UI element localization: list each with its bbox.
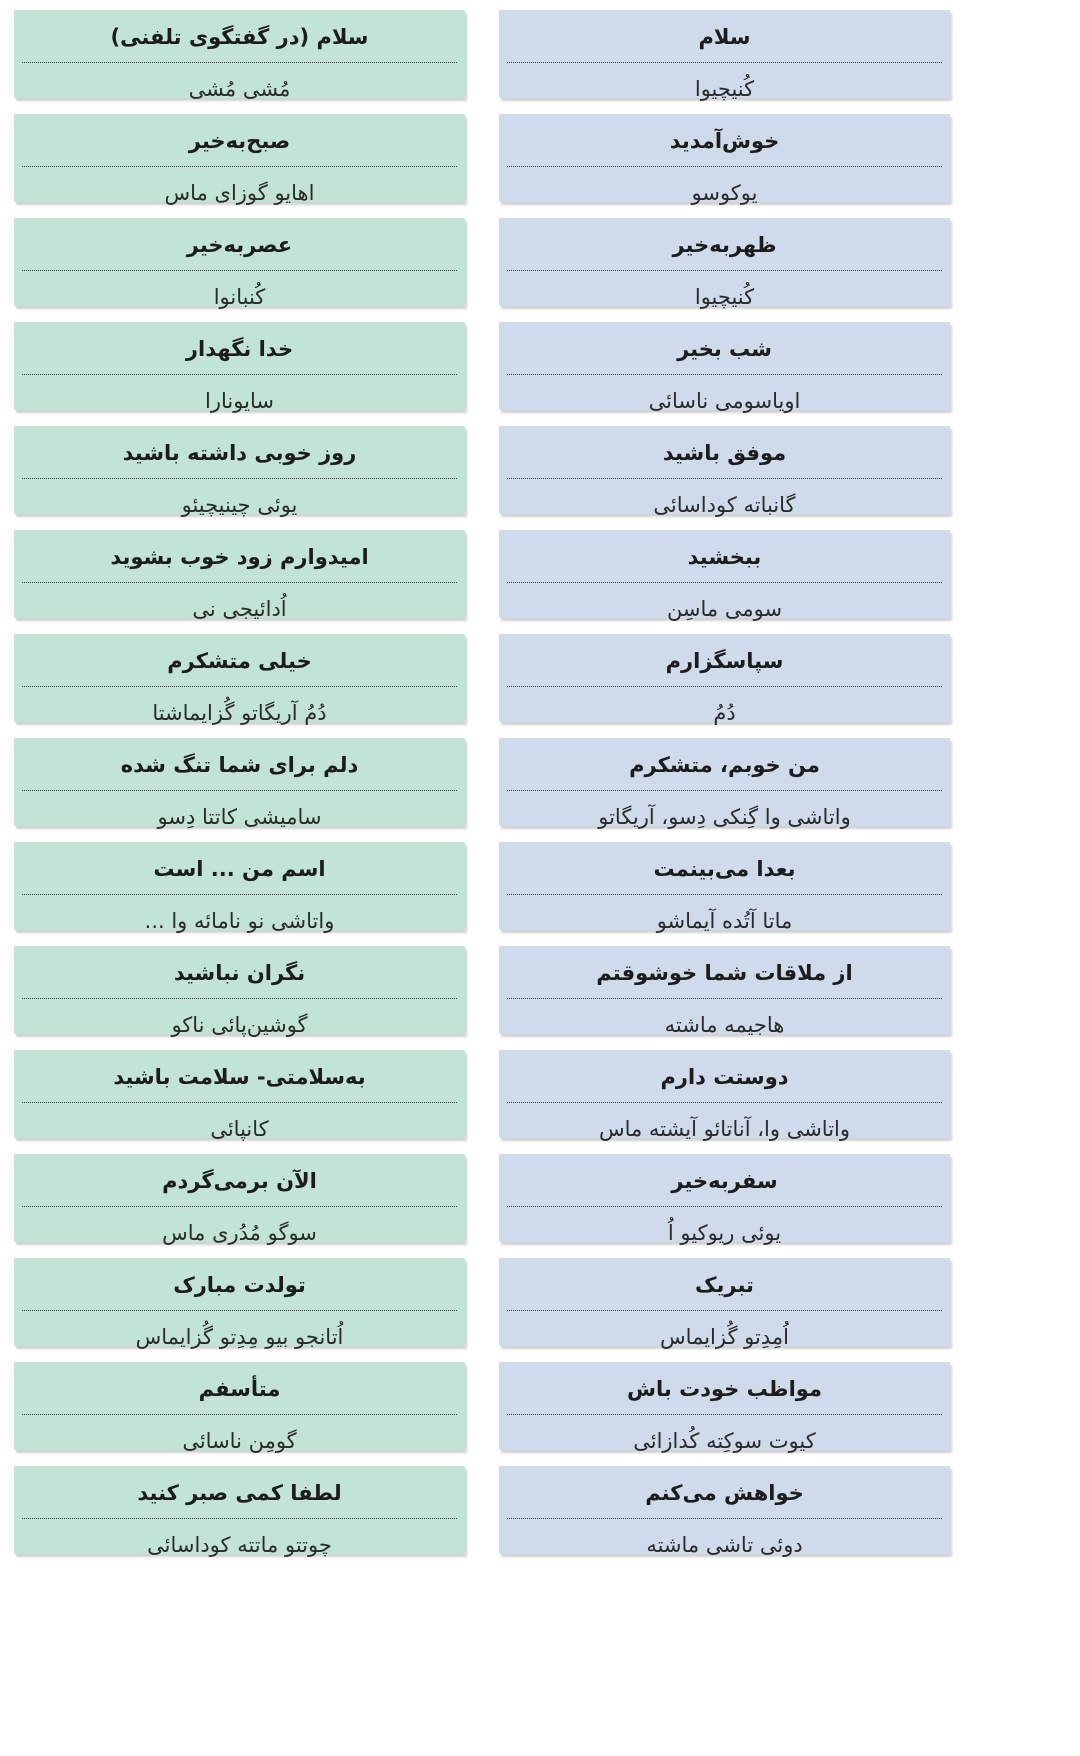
- phrase-card-left: [14, 1362, 465, 1453]
- persian-phrase: امیدوارم زود خوب بشوید: [110, 545, 369, 569]
- phrase-card-left: [14, 10, 465, 101]
- japanese-transliteration: سومی ماسِن: [666, 597, 783, 621]
- dotted-divider: [22, 374, 457, 375]
- persian-phrase: شب بخیر: [677, 337, 772, 361]
- persian-phrase: عصربه‌خیر: [186, 233, 293, 257]
- dotted-divider: [507, 894, 942, 895]
- japanese-transliteration: اُدائیجی نی: [192, 597, 287, 621]
- dotted-divider: [22, 686, 457, 687]
- japanese-transliteration: گانباته کوداسائی: [653, 493, 796, 517]
- dotted-divider: [507, 62, 942, 63]
- japanese-transliteration: دُمُ آریگاتو گُزایماشتا: [152, 701, 327, 725]
- dotted-divider: [507, 270, 942, 271]
- japanese-transliteration: کیوت سوکِته کُدازائی: [633, 1429, 816, 1453]
- phrase-card-right: [499, 426, 950, 517]
- phrase-card-right: [499, 946, 950, 1037]
- phrase-card-left: [14, 114, 465, 205]
- persian-phrase: الآن برمی‌گردم: [162, 1169, 317, 1193]
- persian-phrase: تبریک: [695, 1273, 754, 1297]
- phrase-card-right: [499, 1466, 950, 1557]
- dotted-divider: [507, 998, 942, 999]
- phrase-card-left: [14, 530, 465, 621]
- phrase-card-left: [14, 218, 465, 309]
- persian-phrase: صبح‌به‌خیر: [188, 129, 291, 153]
- persian-phrase: تولدت مبارک: [173, 1273, 306, 1297]
- persian-phrase: متأسفم: [198, 1377, 281, 1401]
- japanese-transliteration: ماتا آتُده آیماشو: [656, 909, 793, 933]
- dotted-divider: [507, 686, 942, 687]
- persian-phrase: دوستت دارم: [660, 1065, 789, 1089]
- dotted-divider: [507, 374, 942, 375]
- dotted-divider: [22, 1206, 457, 1207]
- phrase-card-right: [499, 218, 950, 309]
- dotted-divider: [22, 790, 457, 791]
- dotted-divider: [22, 1414, 457, 1415]
- phrase-card-left: [14, 946, 465, 1037]
- phrase-card-right: [499, 634, 950, 725]
- persian-phrase: موفق باشید: [662, 441, 787, 465]
- phrase-card-right: [499, 738, 950, 829]
- japanese-transliteration: اویاسومی ناسائی: [648, 389, 801, 413]
- dotted-divider: [507, 790, 942, 791]
- dotted-divider: [507, 166, 942, 167]
- dotted-divider: [507, 1414, 942, 1415]
- phrase-card-left: [14, 322, 465, 413]
- dotted-divider: [22, 270, 457, 271]
- japanese-transliteration: یوئی چینیچیئو: [181, 493, 298, 517]
- persian-phrase: دلم برای شما تنگ شده: [120, 753, 359, 777]
- japanese-transliteration: کانپائی: [210, 1117, 269, 1141]
- japanese-transliteration: چوتتو ماتته کوداسائی: [147, 1533, 332, 1557]
- dotted-divider: [22, 1518, 457, 1519]
- dotted-divider: [22, 998, 457, 999]
- japanese-transliteration: اُمِدِتو گُزایماس: [660, 1325, 789, 1349]
- phrase-card-left: [14, 1258, 465, 1349]
- persian-phrase: خدا نگهدار: [185, 337, 294, 361]
- dotted-divider: [22, 478, 457, 479]
- japanese-transliteration: واتاشی نو نامائه وا ...: [144, 909, 335, 933]
- dotted-divider: [22, 62, 457, 63]
- persian-phrase: مواظب خودت باش: [627, 1377, 822, 1401]
- japanese-transliteration: اُتانجو بیو مِدِتو گُزایماس: [135, 1325, 344, 1349]
- persian-phrase: بعدا می‌بینمت: [653, 857, 796, 881]
- phrase-card-right: [499, 842, 950, 933]
- phrase-card-right: [499, 322, 950, 413]
- dotted-divider: [507, 1206, 942, 1207]
- dotted-divider: [507, 1518, 942, 1519]
- dotted-divider: [507, 582, 942, 583]
- dotted-divider: [22, 1310, 457, 1311]
- japanese-transliteration: کُنیچیوا: [694, 77, 755, 101]
- phrase-card-left: [14, 634, 465, 725]
- phrase-card-left: [14, 842, 465, 933]
- persian-phrase: لطفا کمی صبر کنید: [137, 1481, 342, 1505]
- japanese-transliteration: کُنبانوا: [213, 285, 266, 309]
- japanese-transliteration: گوشین‌پائی ناکو: [171, 1013, 308, 1037]
- japanese-transliteration: سوگو مُدُری ماس: [162, 1221, 317, 1245]
- persian-phrase: روز خوبی داشته باشید: [122, 441, 357, 465]
- japanese-transliteration: دُمُ: [713, 701, 736, 725]
- phrase-card-right: [499, 530, 950, 621]
- japanese-transliteration: دوئی تاشی ماشته: [646, 1533, 803, 1557]
- persian-phrase: سفربه‌خیر: [671, 1169, 778, 1193]
- japanese-transliteration: یوئی ریوکیو اُ: [667, 1221, 782, 1245]
- japanese-transliteration: سایونارا: [205, 389, 274, 413]
- japanese-transliteration: اهایو گوزای ماس: [164, 181, 315, 205]
- persian-phrase: سلام: [698, 25, 751, 49]
- phrase-card-right: [499, 1050, 950, 1141]
- dotted-divider: [507, 478, 942, 479]
- phrase-card-right: [499, 1154, 950, 1245]
- dotted-divider: [507, 1102, 942, 1103]
- persian-phrase: سلام (در گفتگوی تلفنی): [110, 25, 369, 49]
- phrase-card-left: [14, 426, 465, 517]
- japanese-transliteration: هاجیمه ماشته: [664, 1013, 785, 1037]
- persian-phrase: خواهش می‌کنم: [645, 1481, 804, 1505]
- dotted-divider: [22, 1102, 457, 1103]
- dotted-divider: [22, 166, 457, 167]
- phrase-card-right: [499, 1362, 950, 1453]
- phrase-card-left: [14, 738, 465, 829]
- phrase-card-left: [14, 1154, 465, 1245]
- persian-phrase: سپاسگزارم: [665, 649, 784, 673]
- dotted-divider: [507, 1310, 942, 1311]
- phrase-card-right: [499, 10, 950, 101]
- persian-phrase: نگران نباشید: [173, 961, 306, 985]
- japanese-transliteration: واتاشی وا گِنکی دِسو، آریگاتو: [598, 805, 851, 829]
- japanese-transliteration: سامیشی کاتتا دِسو: [157, 805, 322, 829]
- persian-phrase: خیلی متشکرم: [167, 649, 312, 673]
- persian-phrase: ببخشید: [687, 545, 762, 569]
- persian-phrase: اسم من ... است: [153, 857, 326, 881]
- japanese-transliteration: مُشی مُشی: [188, 77, 291, 101]
- phrase-card-right: [499, 1258, 950, 1349]
- japanese-transliteration: یوکوسو: [691, 181, 758, 205]
- persian-phrase: ظهربه‌خیر: [672, 233, 777, 257]
- persian-phrase: من خوبم، متشکرم: [629, 753, 820, 777]
- japanese-transliteration: واتاشی وا، آناتائو آیشته ماس: [598, 1117, 851, 1141]
- dotted-divider: [22, 582, 457, 583]
- phrase-card-left: [14, 1050, 465, 1141]
- japanese-transliteration: کُنیچیوا: [694, 285, 755, 309]
- phrase-card-left: [14, 1466, 465, 1557]
- persian-phrase: خوش‌آمدید: [669, 129, 780, 153]
- persian-phrase: به‌سلامتی- سلامت باشید: [113, 1065, 366, 1089]
- persian-phrase: از ملاقات شما خوشوقتم: [596, 961, 853, 985]
- japanese-transliteration: گومِن ناسائی: [182, 1429, 297, 1453]
- dotted-divider: [22, 894, 457, 895]
- phrase-card-right: [499, 114, 950, 205]
